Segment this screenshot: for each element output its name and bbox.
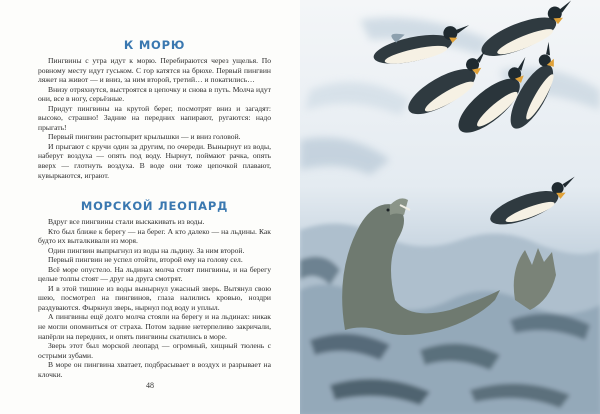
paragraph: Кто был ближе к берегу — на берег. А кто далеко — на льдины. Как будто их выталкивали из моря. (38, 226, 271, 246)
paragraph: Придут пингвины на крутой берег, посмотрят вниз и загадят: высоко, страшно! Задние на передних напирают, ругаются: надо прыгать! (38, 103, 271, 132)
paragraph: Первый пингвин не успел отойти, второй ему на голову сел. (48, 255, 243, 265)
paragraph: Всё море опустело. На льдинах молча стоят пингвины, и на берегу целые толпы стоят — друг на друга смотрят. (38, 264, 271, 284)
paragraph: Первый пингвин растопырит крылышки — и вниз головой. (48, 132, 241, 142)
chapter-title-morskoy-leopard: МОРСКОЙ ЛЕОПАРД (80, 199, 229, 213)
paragraph: Вдруг все пингвины стали выскакивать из воды. (48, 217, 205, 226)
page-number: 48 (146, 381, 154, 390)
paragraph: Пингвины с утра идут к морю. Перебираются через ущелья. По ровному месту идут гуськом. С гор катятся на брюхе. Первый пингвин ляжет на живот — и вниз, за ним второй, третий… и покатились… (38, 56, 271, 85)
paragraph: И прыгают с кручи один за другим, по очереди. Вынырнут из воды, наберут воздуха — опять под воду. Нырнут, поймают рачка, опять вверх — глотнуть воздуха. В воде они тоже цепочкой плавают, кувыркаются, играют. (38, 141, 271, 180)
right-page-illustration (300, 0, 600, 414)
section-body-morskoy-leopard (38, 217, 271, 379)
section-body-k-moryu (38, 56, 271, 180)
paragraph: В море он пингвина хватает, подбрасывает в воздух и разрывает на клочки. (38, 360, 271, 379)
paragraph: Один пингвин выпрыгнул из воды на льдину. За ним второй. (48, 245, 245, 255)
penguins-and-leopard-seal-illustration (300, 0, 600, 414)
paragraph: А пингвины ещё долго молча стояли на берегу и на льдинах: никак не могли опомниться от страха. Потом задние нетерпеливо закричали, напёрли на передних, и опять пингвины скатились в море. (38, 312, 271, 341)
paragraph: И в этой тишине из воды вынырнул ужасный зверь. Вытянул свою шею, посмотрел на пингвинов, глаза налились кровью, ноздри раздуваются. Фыркнул зверь, нырнул под воду и уплыл. (38, 283, 271, 312)
chapter-title-k-moryu: К МОРЮ (123, 38, 186, 52)
paragraph: Зверь этот был морской леопард — огромный, хищный тюлень с острыми зубами. (38, 341, 271, 360)
paragraph: Внизу отряхнутся, выстроятся в цепочку и снова в путь. Молча идут они, все в ногу, серьёзные. (38, 84, 271, 104)
